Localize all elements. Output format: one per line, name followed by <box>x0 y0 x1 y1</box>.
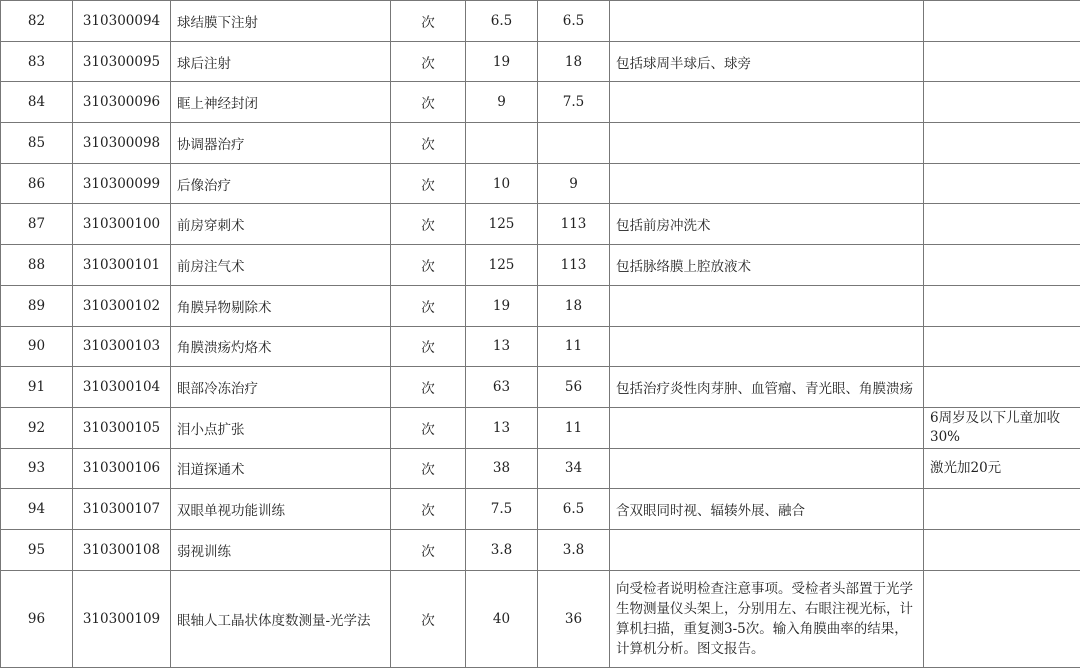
item-name-cell: 双眼单视功能训练 <box>171 489 391 530</box>
note-cell <box>924 1 1080 42</box>
table-row <box>1 489 1080 530</box>
content-cell <box>610 123 924 164</box>
price-cell: 19 <box>466 285 538 326</box>
price-cell <box>466 123 538 164</box>
row-number-cell: 82 <box>1 1 73 42</box>
row-number-cell: 84 <box>1 82 73 123</box>
note-cell <box>924 570 1080 667</box>
price-cell: 6.5 <box>538 1 610 42</box>
content-cell <box>610 326 924 367</box>
item-code-cell: 310300103 <box>73 326 171 367</box>
price-cell: 18 <box>538 41 610 82</box>
item-name-cell: 前房注气术 <box>171 245 391 286</box>
price-cell: 56 <box>538 367 610 408</box>
table-row <box>1 326 1080 367</box>
unit-cell: 次 <box>391 123 466 164</box>
content-cell: 包括前房冲洗术 <box>610 204 924 245</box>
item-name-cell: 协调器治疗 <box>171 123 391 164</box>
item-code-cell: 310300094 <box>73 1 171 42</box>
unit-cell: 次 <box>391 407 466 448</box>
item-code-cell: 310300095 <box>73 41 171 82</box>
row-number-cell: 91 <box>1 367 73 408</box>
price-cell: 3.8 <box>466 529 538 570</box>
table-row <box>1 41 1080 82</box>
price-cell: 34 <box>538 448 610 489</box>
unit-cell: 次 <box>391 41 466 82</box>
price-cell <box>538 123 610 164</box>
row-number-cell: 86 <box>1 163 73 204</box>
price-cell: 36 <box>538 570 610 667</box>
content-cell <box>610 448 924 489</box>
unit-cell: 次 <box>391 82 466 123</box>
content-cell <box>610 407 924 448</box>
row-number-cell: 87 <box>1 204 73 245</box>
price-cell: 40 <box>466 570 538 667</box>
price-cell: 10 <box>466 163 538 204</box>
price-cell: 113 <box>538 204 610 245</box>
price-cell: 38 <box>466 448 538 489</box>
table-row <box>1 448 1080 489</box>
unit-cell: 次 <box>391 326 466 367</box>
item-code-cell: 310300106 <box>73 448 171 489</box>
note-cell <box>924 245 1080 286</box>
item-name-cell: 球结膜下注射 <box>171 1 391 42</box>
row-number-cell: 96 <box>1 570 73 667</box>
price-cell: 13 <box>466 326 538 367</box>
unit-cell: 次 <box>391 367 466 408</box>
note-cell: 激光加20元 <box>924 448 1080 489</box>
unit-cell: 次 <box>391 529 466 570</box>
item-name-cell: 泪小点扩张 <box>171 407 391 448</box>
item-code-cell: 310300101 <box>73 245 171 286</box>
price-cell: 7.5 <box>538 82 610 123</box>
note-cell <box>924 326 1080 367</box>
row-number-cell: 95 <box>1 529 73 570</box>
content-cell <box>610 285 924 326</box>
item-code-cell: 310300100 <box>73 204 171 245</box>
table-row <box>1 367 1080 408</box>
row-number-cell: 92 <box>1 407 73 448</box>
content-cell <box>610 82 924 123</box>
item-name-cell: 泪道探通术 <box>171 448 391 489</box>
item-code-cell: 310300108 <box>73 529 171 570</box>
content-cell: 含双眼同时视、辐辏外展、融合 <box>610 489 924 530</box>
price-cell: 11 <box>538 326 610 367</box>
unit-cell: 次 <box>391 245 466 286</box>
item-name-cell: 前房穿刺术 <box>171 204 391 245</box>
content-cell <box>610 1 924 42</box>
price-cell: 7.5 <box>466 489 538 530</box>
item-name-cell: 眶上神经封闭 <box>171 82 391 123</box>
item-code-cell: 310300099 <box>73 163 171 204</box>
note-cell <box>924 529 1080 570</box>
item-code-cell: 310300102 <box>73 285 171 326</box>
price-cell: 13 <box>466 407 538 448</box>
unit-cell: 次 <box>391 448 466 489</box>
item-code-cell: 310300098 <box>73 123 171 164</box>
row-number-cell: 88 <box>1 245 73 286</box>
table-row <box>1 407 1080 448</box>
item-name-cell: 后像治疗 <box>171 163 391 204</box>
content-cell: 包括脉络膜上腔放液术 <box>610 245 924 286</box>
item-name-cell: 眼轴人工晶状体度数测量-光学法 <box>171 570 391 667</box>
note-cell <box>924 123 1080 164</box>
content-cell: 向受检者说明检查注意事项。受检者头部置于光学生物测量仪头架上，分别用左、右眼注视光标，计算机扫描，重复测3-5次。输入角膜曲率的结果，计算机分析。图文报告。 <box>610 570 924 667</box>
note-cell <box>924 82 1080 123</box>
item-code-cell: 310300105 <box>73 407 171 448</box>
table-row <box>1 1 1080 42</box>
item-name-cell: 弱视训练 <box>171 529 391 570</box>
note-cell <box>924 163 1080 204</box>
price-cell: 11 <box>538 407 610 448</box>
row-number-cell: 90 <box>1 326 73 367</box>
table-row <box>1 529 1080 570</box>
table-row <box>1 163 1080 204</box>
table-row <box>1 285 1080 326</box>
unit-cell: 次 <box>391 1 466 42</box>
item-name-cell: 眼部冷冻治疗 <box>171 367 391 408</box>
note-cell <box>924 204 1080 245</box>
price-cell: 6.5 <box>538 489 610 530</box>
item-code-cell: 310300104 <box>73 367 171 408</box>
item-name-cell: 角膜溃疡灼烙术 <box>171 326 391 367</box>
row-number-cell: 83 <box>1 41 73 82</box>
content-cell: 包括球周半球后、球旁 <box>610 41 924 82</box>
item-code-cell: 310300109 <box>73 570 171 667</box>
row-number-cell: 89 <box>1 285 73 326</box>
note-cell <box>924 367 1080 408</box>
item-code-cell: 310300107 <box>73 489 171 530</box>
content-cell <box>610 529 924 570</box>
price-cell: 113 <box>538 245 610 286</box>
table-row <box>1 123 1080 164</box>
note-cell: 6周岁及以下儿童加收30% <box>924 407 1080 448</box>
table-row <box>1 82 1080 123</box>
note-cell <box>924 489 1080 530</box>
price-cell: 125 <box>466 245 538 286</box>
price-cell: 19 <box>466 41 538 82</box>
price-cell: 3.8 <box>538 529 610 570</box>
price-cell: 9 <box>538 163 610 204</box>
item-code-cell: 310300096 <box>73 82 171 123</box>
price-cell: 6.5 <box>466 1 538 42</box>
unit-cell: 次 <box>391 570 466 667</box>
table-row <box>1 570 1080 667</box>
unit-cell: 次 <box>391 204 466 245</box>
item-name-cell: 球后注射 <box>171 41 391 82</box>
price-cell: 18 <box>538 285 610 326</box>
row-number-cell: 85 <box>1 123 73 164</box>
row-number-cell: 93 <box>1 448 73 489</box>
note-cell <box>924 285 1080 326</box>
price-cell: 9 <box>466 82 538 123</box>
row-number-cell: 94 <box>1 489 73 530</box>
table-body <box>1 1 1080 668</box>
unit-cell: 次 <box>391 163 466 204</box>
price-cell: 63 <box>466 367 538 408</box>
unit-cell: 次 <box>391 489 466 530</box>
content-cell: 包括治疗炎性肉芽肿、血管瘤、青光眼、角膜溃疡 <box>610 367 924 408</box>
price-cell: 125 <box>466 204 538 245</box>
note-cell <box>924 41 1080 82</box>
table-row <box>1 245 1080 286</box>
item-name-cell: 角膜异物剔除术 <box>171 285 391 326</box>
unit-cell: 次 <box>391 285 466 326</box>
table-row <box>1 204 1080 245</box>
content-cell <box>610 163 924 204</box>
